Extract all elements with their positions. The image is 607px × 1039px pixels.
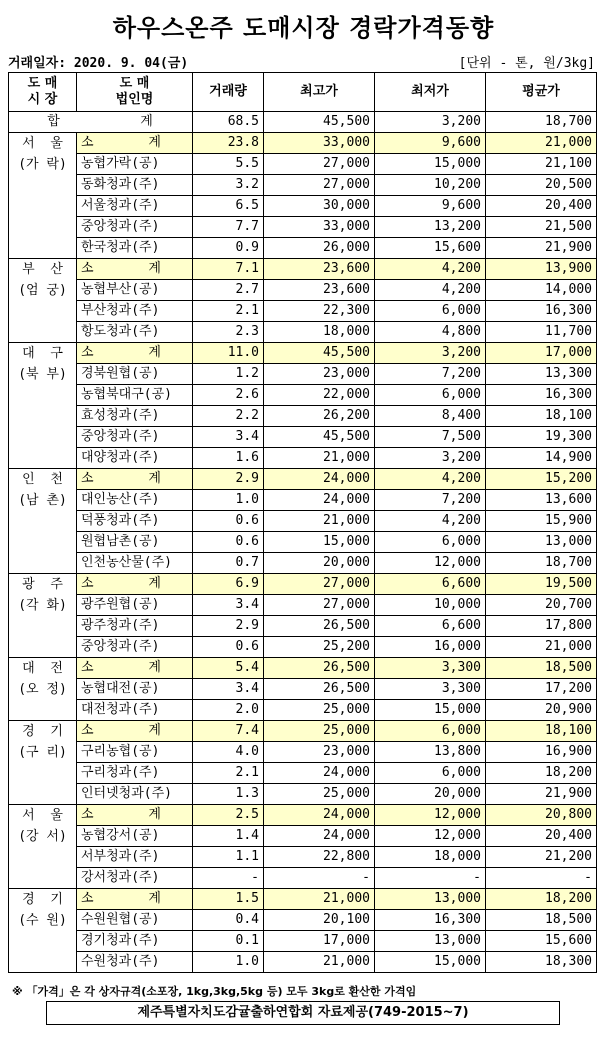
min-price: 13,000 [375, 889, 486, 910]
table-row [9, 952, 597, 973]
volume-cell: 3.4 [193, 595, 264, 616]
min-price: 15,000 [375, 700, 486, 721]
total-label: 합 계 [9, 112, 193, 133]
table-row [9, 553, 597, 574]
volume-cell: 0.6 [193, 532, 264, 553]
min-price: 6,000 [375, 721, 486, 742]
avg-price: 15,200 [486, 469, 597, 490]
avg-price: 16,900 [486, 742, 597, 763]
company-name: 대양청과(주) [77, 448, 193, 469]
volume-cell: 5.5 [193, 154, 264, 175]
company-name: 농협북대구(공) [77, 385, 193, 406]
volume-cell: 5.4 [193, 658, 264, 679]
market-name: 부 산 (엄 궁) [9, 259, 77, 343]
max-price: 26,500 [264, 616, 375, 637]
min-price: 13,200 [375, 217, 486, 238]
company-name: 경기청과(주) [77, 931, 193, 952]
max-price: 25,000 [264, 784, 375, 805]
company-name: 수원원협(공) [77, 910, 193, 931]
min-price: 10,200 [375, 175, 486, 196]
company-name: 소 계 [77, 469, 193, 490]
subtotal-row [9, 805, 597, 826]
volume-cell: 1.6 [193, 448, 264, 469]
volume-cell: 2.1 [193, 763, 264, 784]
volume-cell: 7.4 [193, 721, 264, 742]
company-name: 소 계 [77, 721, 193, 742]
volume-cell: - [193, 868, 264, 889]
header-avg: 평균가 [486, 73, 597, 112]
volume-cell: 2.6 [193, 385, 264, 406]
avg-price: 13,300 [486, 364, 597, 385]
max-price: 27,000 [264, 574, 375, 595]
market-name: 대 전 (오 정) [9, 658, 77, 721]
company-name: 소 계 [77, 259, 193, 280]
avg-price: 18,300 [486, 952, 597, 973]
table-row [9, 406, 597, 427]
company-name: 광주청과(주) [77, 616, 193, 637]
table-row [9, 700, 597, 721]
subtotal-row [9, 259, 597, 280]
avg-price: 20,900 [486, 700, 597, 721]
min-price: 6,000 [375, 385, 486, 406]
min-price: 4,200 [375, 259, 486, 280]
volume-cell: 1.0 [193, 952, 264, 973]
company-name: 대전청과(주) [77, 700, 193, 721]
avg-price: 15,600 [486, 931, 597, 952]
min-price: 16,000 [375, 637, 486, 658]
avg-price: 15,900 [486, 511, 597, 532]
min-price: 3,300 [375, 679, 486, 700]
volume-cell: 1.1 [193, 847, 264, 868]
max-price: - [264, 868, 375, 889]
avg-price: 20,500 [486, 175, 597, 196]
min-price: 9,600 [375, 133, 486, 154]
max-price: 30,000 [264, 196, 375, 217]
max-price: 22,300 [264, 301, 375, 322]
table-row [9, 364, 597, 385]
company-name: 구리청과(주) [77, 763, 193, 784]
avg-price: 13,900 [486, 259, 597, 280]
footnote: ※ 「가격」은 각 상자규격(소포장, 1kg,3kg,5kg 등) 모두 3kg로 환산한 가격임 [12, 985, 417, 998]
max-price: 17,000 [264, 931, 375, 952]
company-name: 원협남촌(공) [77, 532, 193, 553]
volume-cell: 7.7 [193, 217, 264, 238]
unit-label: [단위 - 톤, 원/3kg] [458, 56, 595, 71]
min-price: 15,000 [375, 952, 486, 973]
company-name: 효성청과(주) [77, 406, 193, 427]
avg-price: 20,400 [486, 196, 597, 217]
company-name: 동화청과(주) [77, 175, 193, 196]
avg-price: 18,500 [486, 910, 597, 931]
min-price: - [375, 868, 486, 889]
company-name: 중앙청과(주) [77, 217, 193, 238]
max-price: 26,000 [264, 238, 375, 259]
table-row [9, 175, 597, 196]
volume-cell: 2.5 [193, 805, 264, 826]
max-price: 26,200 [264, 406, 375, 427]
table-row [9, 217, 597, 238]
avg-price: 17,800 [486, 616, 597, 637]
volume-cell: 1.3 [193, 784, 264, 805]
avg-price: 18,200 [486, 763, 597, 784]
table-row [9, 385, 597, 406]
max-price: 23,000 [264, 742, 375, 763]
total-avg: 18,700 [486, 112, 597, 133]
min-price: 9,600 [375, 196, 486, 217]
table-row [9, 826, 597, 847]
min-price: 6,000 [375, 763, 486, 784]
company-name: 덕풍청과(주) [77, 511, 193, 532]
table-row [9, 763, 597, 784]
avg-price: 16,300 [486, 385, 597, 406]
max-price: 25,000 [264, 700, 375, 721]
subtotal-row [9, 658, 597, 679]
min-price: 13,800 [375, 742, 486, 763]
volume-cell: 0.7 [193, 553, 264, 574]
volume-cell: 7.1 [193, 259, 264, 280]
market-name: 광 주 (각 화) [9, 574, 77, 658]
min-price: 7,500 [375, 427, 486, 448]
avg-price: 17,000 [486, 343, 597, 364]
company-name: 서울청과(주) [77, 196, 193, 217]
table-row [9, 238, 597, 259]
company-name: 소 계 [77, 343, 193, 364]
company-name: 대인농산(주) [77, 490, 193, 511]
max-price: 21,000 [264, 511, 375, 532]
trade-date: 거래일자: 2020. 9. 04(금) [8, 56, 189, 71]
min-price: 6,600 [375, 616, 486, 637]
market-name: 서 울 (강 서) [9, 805, 77, 889]
avg-price: 18,200 [486, 889, 597, 910]
table-row [9, 490, 597, 511]
min-price: 7,200 [375, 364, 486, 385]
table-row [9, 784, 597, 805]
avg-price: 21,100 [486, 154, 597, 175]
max-price: 27,000 [264, 595, 375, 616]
company-name: 소 계 [77, 889, 193, 910]
table-row [9, 637, 597, 658]
company-name: 농협강서(공) [77, 826, 193, 847]
max-price: 27,000 [264, 175, 375, 196]
volume-cell: 6.9 [193, 574, 264, 595]
min-price: 4,200 [375, 511, 486, 532]
min-price: 6,000 [375, 532, 486, 553]
volume-cell: 2.0 [193, 700, 264, 721]
avg-price: 19,500 [486, 574, 597, 595]
market-name: 경 기 (구 리) [9, 721, 77, 805]
volume-cell: 0.9 [193, 238, 264, 259]
avg-price: 18,700 [486, 553, 597, 574]
market-name: 대 구 (북 부) [9, 343, 77, 469]
subtotal-row [9, 721, 597, 742]
volume-cell: 3.2 [193, 175, 264, 196]
company-name: 항도청과(주) [77, 322, 193, 343]
min-price: 6,000 [375, 301, 486, 322]
table-row [9, 532, 597, 553]
volume-cell: 0.6 [193, 637, 264, 658]
avg-price: 21,900 [486, 784, 597, 805]
max-price: 21,000 [264, 448, 375, 469]
min-price: 15,600 [375, 238, 486, 259]
max-price: 22,800 [264, 847, 375, 868]
min-price: 10,000 [375, 595, 486, 616]
company-name: 수원청과(주) [77, 952, 193, 973]
company-name: 부산청과(주) [77, 301, 193, 322]
volume-cell: 6.5 [193, 196, 264, 217]
source-box: 제주특별자치도감귤출하연합회 자료제공(749-2015~7) [46, 1001, 560, 1025]
company-name: 중앙청과(주) [77, 637, 193, 658]
avg-price: - [486, 868, 597, 889]
avg-price: 20,700 [486, 595, 597, 616]
max-price: 27,000 [264, 154, 375, 175]
volume-cell: 1.2 [193, 364, 264, 385]
table-row [9, 511, 597, 532]
min-price: 6,600 [375, 574, 486, 595]
avg-price: 21,500 [486, 217, 597, 238]
volume-cell: 3.4 [193, 427, 264, 448]
company-name: 중앙청과(주) [77, 427, 193, 448]
table-row [9, 847, 597, 868]
avg-price: 20,800 [486, 805, 597, 826]
min-price: 13,000 [375, 931, 486, 952]
min-price: 18,000 [375, 847, 486, 868]
max-price: 26,500 [264, 658, 375, 679]
price-table [8, 72, 597, 973]
table-row [9, 427, 597, 448]
max-price: 24,000 [264, 490, 375, 511]
table-row [9, 742, 597, 763]
volume-cell: 2.3 [193, 322, 264, 343]
subtotal-row [9, 574, 597, 595]
company-name: 광주원협(공) [77, 595, 193, 616]
max-price: 20,000 [264, 553, 375, 574]
company-name: 소 계 [77, 133, 193, 154]
volume-cell: 2.9 [193, 469, 264, 490]
min-price: 12,000 [375, 805, 486, 826]
avg-price: 21,900 [486, 238, 597, 259]
max-price: 33,000 [264, 217, 375, 238]
volume-cell: 2.7 [193, 280, 264, 301]
max-price: 25,000 [264, 721, 375, 742]
volume-cell: 4.0 [193, 742, 264, 763]
table-row [9, 679, 597, 700]
max-price: 24,000 [264, 826, 375, 847]
avg-price: 19,300 [486, 427, 597, 448]
min-price: 3,300 [375, 658, 486, 679]
table-row [9, 301, 597, 322]
avg-price: 18,100 [486, 721, 597, 742]
table-row [9, 595, 597, 616]
header-market: 도 매 시 장 [9, 73, 77, 112]
volume-cell: 0.1 [193, 931, 264, 952]
max-price: 24,000 [264, 763, 375, 784]
min-price: 3,200 [375, 448, 486, 469]
volume-cell: 1.5 [193, 889, 264, 910]
max-price: 24,000 [264, 805, 375, 826]
avg-price: 17,200 [486, 679, 597, 700]
avg-price: 18,500 [486, 658, 597, 679]
avg-price: 18,100 [486, 406, 597, 427]
table-row [9, 196, 597, 217]
avg-price: 14,900 [486, 448, 597, 469]
total-max: 45,500 [264, 112, 375, 133]
max-price: 20,100 [264, 910, 375, 931]
max-price: 18,000 [264, 322, 375, 343]
max-price: 45,500 [264, 427, 375, 448]
company-name: 구리농협(공) [77, 742, 193, 763]
total-min: 3,200 [375, 112, 486, 133]
subtotal-row [9, 889, 597, 910]
table-row [9, 154, 597, 175]
avg-price: 16,300 [486, 301, 597, 322]
min-price: 20,000 [375, 784, 486, 805]
max-price: 21,000 [264, 889, 375, 910]
company-name: 소 계 [77, 805, 193, 826]
min-price: 4,200 [375, 469, 486, 490]
table-row [9, 931, 597, 952]
max-price: 45,500 [264, 343, 375, 364]
header-max: 최고가 [264, 73, 375, 112]
header-company: 도 매 법인명 [77, 73, 193, 112]
volume-cell: 1.0 [193, 490, 264, 511]
max-price: 26,500 [264, 679, 375, 700]
company-name: 인터넷청과(주) [77, 784, 193, 805]
min-price: 12,000 [375, 553, 486, 574]
max-price: 23,000 [264, 364, 375, 385]
max-price: 21,000 [264, 952, 375, 973]
header-volume: 거래량 [193, 73, 264, 112]
avg-price: 14,000 [486, 280, 597, 301]
header-row [9, 73, 597, 112]
table-row [9, 910, 597, 931]
max-price: 24,000 [264, 469, 375, 490]
company-name: 인천농산물(주) [77, 553, 193, 574]
avg-price: 21,000 [486, 133, 597, 154]
market-name: 서 울 (가 락) [9, 133, 77, 259]
max-price: 15,000 [264, 532, 375, 553]
total-volume: 68.5 [193, 112, 264, 133]
table-row [9, 616, 597, 637]
volume-cell: 0.4 [193, 910, 264, 931]
table-row [9, 280, 597, 301]
volume-cell: 2.1 [193, 301, 264, 322]
total-row [9, 112, 597, 133]
avg-price: 13,600 [486, 490, 597, 511]
company-name: 소 계 [77, 574, 193, 595]
company-name: 서부청과(주) [77, 847, 193, 868]
min-price: 16,300 [375, 910, 486, 931]
volume-cell: 0.6 [193, 511, 264, 532]
avg-price: 20,400 [486, 826, 597, 847]
page-title: 하우스온주 도매시장 경락가격동향 [112, 14, 495, 42]
company-name: 경북원협(공) [77, 364, 193, 385]
table-row [9, 322, 597, 343]
avg-price: 11,700 [486, 322, 597, 343]
min-price: 12,000 [375, 826, 486, 847]
avg-price: 21,000 [486, 637, 597, 658]
max-price: 23,600 [264, 259, 375, 280]
volume-cell: 23.8 [193, 133, 264, 154]
market-name: 경 기 (수 원) [9, 889, 77, 973]
market-name: 인 천 (남 촌) [9, 469, 77, 574]
company-name: 강서청과(주) [77, 868, 193, 889]
company-name: 농협가락(공) [77, 154, 193, 175]
max-price: 23,600 [264, 280, 375, 301]
min-price: 15,000 [375, 154, 486, 175]
volume-cell: 11.0 [193, 343, 264, 364]
avg-price: 13,000 [486, 532, 597, 553]
subtotal-row [9, 133, 597, 154]
company-name: 한국청과(주) [77, 238, 193, 259]
max-price: 22,000 [264, 385, 375, 406]
volume-cell: 2.2 [193, 406, 264, 427]
header-min: 최저가 [375, 73, 486, 112]
subtotal-row [9, 343, 597, 364]
max-price: 33,000 [264, 133, 375, 154]
min-price: 4,200 [375, 280, 486, 301]
avg-price: 21,200 [486, 847, 597, 868]
company-name: 소 계 [77, 658, 193, 679]
volume-cell: 1.4 [193, 826, 264, 847]
min-price: 4,800 [375, 322, 486, 343]
min-price: 3,200 [375, 343, 486, 364]
table-row [9, 868, 597, 889]
min-price: 8,400 [375, 406, 486, 427]
max-price: 25,200 [264, 637, 375, 658]
company-name: 농협부산(공) [77, 280, 193, 301]
volume-cell: 3.4 [193, 679, 264, 700]
volume-cell: 2.9 [193, 616, 264, 637]
company-name: 농협대전(공) [77, 679, 193, 700]
table-row [9, 448, 597, 469]
min-price: 7,200 [375, 490, 486, 511]
subtotal-row [9, 469, 597, 490]
